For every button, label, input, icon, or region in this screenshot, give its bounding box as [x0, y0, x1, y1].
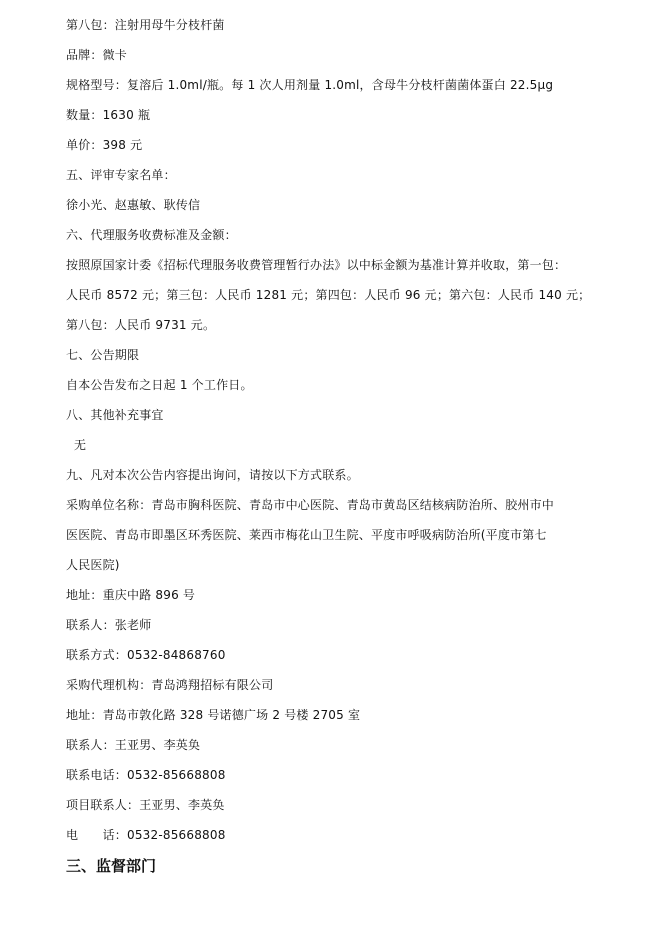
section-5-title: 五、评审专家名单：: [66, 168, 176, 182]
agency-name: 采购代理机构：青岛鸿翔招标有限公司: [66, 678, 274, 692]
fee-paragraph-line-3: 第八包：人民币 9731 元。: [66, 318, 216, 332]
spec-line: 规格型号：复溶后 1.0ml/瓶。每 1 次人用剂量 1.0ml，含母牛分枝杆菌菌体蛋白 22.5μg: [66, 78, 554, 92]
fee-paragraph-line-1: 按照原国家计委《招标代理服务收费管理暂行办法》以中标金额为基准计算并收取，第一包：: [66, 258, 567, 272]
section-7-title: 七、公告期限: [66, 348, 140, 362]
supervision-heading: 三、监督部门: [66, 857, 157, 875]
agency-contact: 联系人：王亚男、李英奂: [66, 738, 201, 752]
section-8-title: 八、其他补充事宜: [66, 408, 164, 422]
project-contact: 项目联系人：王亚男、李英奂: [66, 798, 225, 812]
unit-price-line: 单价：398 元: [66, 138, 143, 152]
package-8-title: 第八包：注射用母牛分枝杆菌: [66, 18, 225, 32]
document-page: [66, 10, 606, 881]
fee-paragraph-line-2: 人民币 8572 元；第三包：人民币 1281 元；第四包：人民币 96 元；第六包：人民币 140 元；: [66, 288, 591, 302]
agency-address: 地址：青岛市敦化路 328 号诺德广场 2 号楼 2705 室: [66, 708, 361, 722]
quantity-line: 数量：1630 瓶: [66, 108, 151, 122]
purchaser-contact: 联系人：张老师: [66, 618, 152, 632]
purchaser-names-line-3: 人民医院): [66, 558, 120, 572]
section-6-title: 六、代理服务收费标准及金额：: [66, 228, 237, 242]
expert-list: 徐小光、赵惠敏、耿传信: [66, 198, 201, 212]
purchaser-phone: 联系方式：0532-84868760: [66, 648, 226, 662]
project-phone: 电 话：0532-85668808: [66, 828, 226, 842]
purchaser-names-line-2: 医医院、青岛市即墨区环秀医院、莱西市梅花山卫生院、平度市呼吸病防治所(平度市第七: [66, 528, 547, 542]
purchaser-address: 地址：重庆中路 896 号: [66, 588, 196, 602]
brand-line: 品牌：微卡: [66, 48, 128, 62]
supplement-none: 无: [74, 438, 87, 452]
purchaser-names-line-1: 采购单位名称：青岛市胸科医院、青岛市中心医院、青岛市黄岛区结核病防治所、胶州市中: [66, 498, 555, 512]
section-9-title: 九、凡对本次公告内容提出询问，请按以下方式联系。: [66, 468, 359, 482]
announcement-period: 自本公告发布之日起 1 个工作日。: [66, 378, 253, 392]
agency-phone: 联系电话：0532-85668808: [66, 768, 226, 782]
